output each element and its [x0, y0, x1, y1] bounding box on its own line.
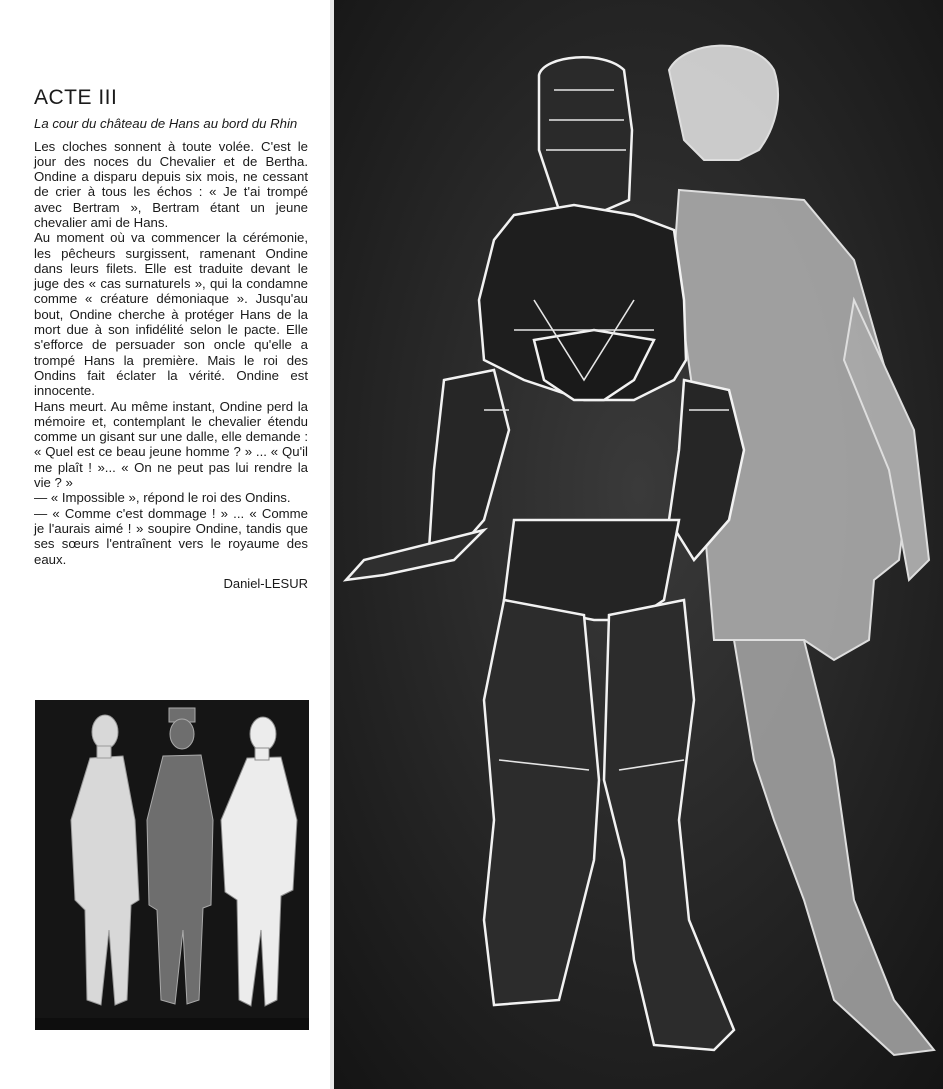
synopsis-paragraph: — « Comme c'est dommage ! » ... « Comme je l'aurais aimé ! » soupire Ondine, tandis que ses sœurs l'entraînent vers le royaume des eaux. — [34, 505, 308, 567]
article-text-column — [34, 86, 308, 591]
act-subtitle: La cour du château de Hans au bord du Rhin — [34, 116, 298, 131]
act-title: ACTE III — [34, 86, 118, 109]
synopsis-body — [34, 139, 308, 567]
knight-and-youth-illustration — [334, 0, 943, 1089]
costume-sketch-small-photo — [35, 700, 309, 1030]
costume-sketch-large-photo — [334, 0, 943, 1089]
author-signature: Daniel-LESUR — [223, 575, 308, 591]
synopsis-paragraph: Les cloches sonnent à toute volée. C'est le jour des noces du Chevalier et de Bertha. Ondine a disparu depuis six mois, ne cessant de crier à tous les échos : « Je t'ai trompé avec Bertram », Bertram étant un jeune chevalier ami de Hans. — [34, 138, 308, 230]
costume-figures-illustration — [35, 700, 309, 1030]
synopsis-paragraph: — « Impossible », répond le roi des Ondins. — [34, 490, 291, 506]
synopsis-paragraph: Au moment où va commencer la cérémonie, les pêcheurs surgissent, ramenant Ondine dans leurs filets. Elle est traduite devant le juge des « cas surnaturels », qui la condamne comme « créature démoniaque ». Jusqu'au bout, Ondine cherche à protéger Hans de la mort due à son infidélité selon le pacte. Elle s'efforce de persuader son oncle qu'elle a trompé Hans la première. Mais le roi des Ondins fait éclater la vérité. Ondine est innocente. — [34, 230, 308, 399]
synopsis-paragraph: Hans meurt. Au même instant, Ondine perd la mémoire et, contemplant le chevalier étendu comme un gisant sur une dalle, elle demande : « Quel est ce beau jeune homme ? » ... « Qu'il me plaît ! »... « On ne peut pas lui rendre la vie ? » — [34, 398, 308, 491]
